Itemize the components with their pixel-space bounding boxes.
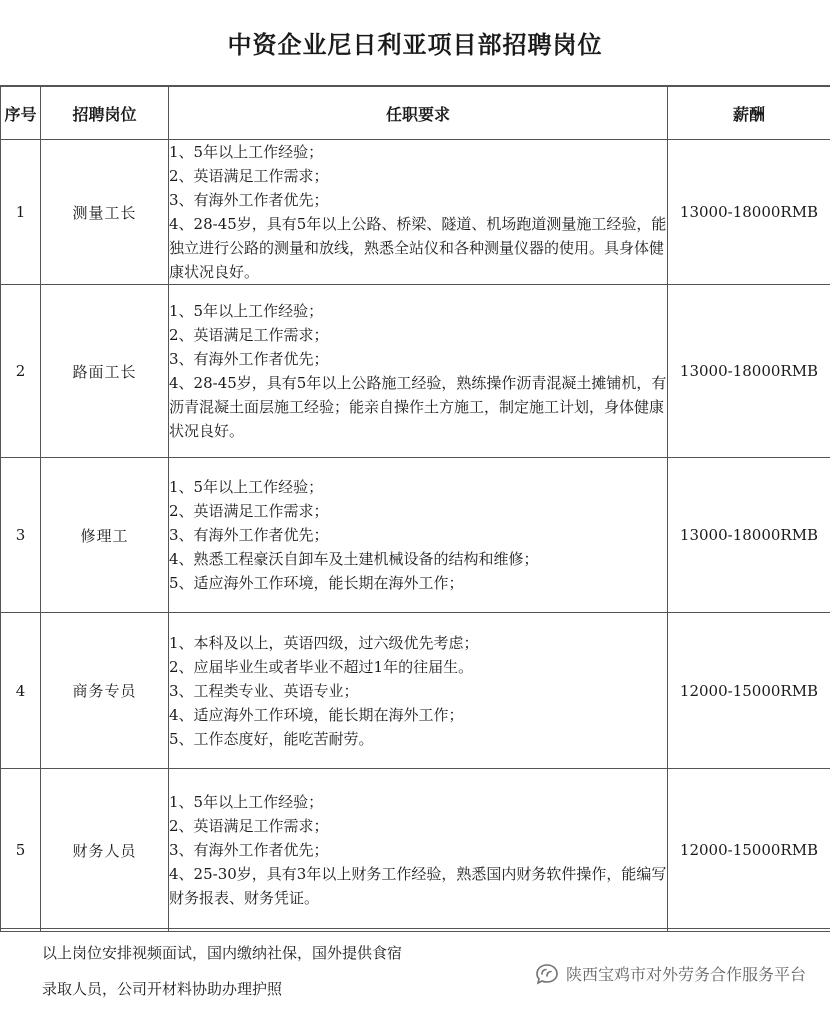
table-row	[1, 769, 830, 932]
requirements-cell	[169, 769, 668, 932]
note-interview: 以上岗位安排视频面试，国内缴纳社保，国外提供食宿	[42, 944, 403, 962]
note-passport: 录取人员，公司开材料协助办理护照	[42, 980, 283, 998]
watermark-text: 陕西宝鸡市对外劳务合作服务平台	[565, 965, 806, 984]
requirement-item: 3、有海外工作者优先；	[169, 350, 329, 368]
requirement-item: 3、有海外工作者优先；	[169, 191, 329, 209]
requirement-item: 5、工作态度好，能吃苦耐劳。	[169, 729, 374, 748]
requirements-cell	[169, 458, 668, 613]
table-header-row	[1, 87, 830, 140]
requirement-item: 2、应届毕业生或者毕业不超过1年的往届生。	[169, 657, 474, 676]
header-requirements: 任职要求	[169, 87, 668, 140]
row-number: 5	[1, 769, 41, 932]
table-row	[1, 613, 830, 769]
requirement-item: 4、25-30岁，具有3年以上财务工作经验，熟悉国内财务软件操作，能编写财务报表、财务凭证。	[169, 865, 667, 907]
recruitment-table	[0, 86, 830, 932]
table-row	[1, 140, 830, 285]
requirement-item: 4、28-45岁，具有5年以上公路、桥梁、隧道、机场跑道测量施工经验，能独立进行公路的测量和放线，熟悉全站仪和各种测量仪器的使用。具身体健康状况良好。	[169, 215, 667, 281]
requirement-item: 2、英语满足工作需求；	[169, 167, 329, 185]
header-salary: 薪酬	[668, 87, 830, 140]
requirement-item: 1、5年以上工作经验；	[169, 793, 324, 811]
table-row	[1, 458, 830, 613]
watermark	[534, 962, 806, 985]
requirements-cell	[169, 613, 668, 769]
requirement-item: 5、适应海外工作环境，能长期在海外工作；	[169, 574, 464, 592]
requirement-item: 3、有海外工作者优先；	[169, 526, 329, 544]
salary-value: 13000-18000RMB	[668, 458, 830, 613]
requirement-item: 1、本科及以上，英语四级，过六级优先考虑；	[169, 633, 479, 652]
requirement-item: 3、工程类专业、英语专业；	[169, 681, 359, 700]
requirements-cell	[169, 140, 668, 285]
salary-value: 12000-15000RMB	[668, 769, 830, 932]
requirement-item: 1、5年以上工作经验；	[169, 143, 324, 161]
header-no: 序号	[1, 87, 41, 140]
requirement-item: 1、5年以上工作经验；	[169, 302, 324, 320]
position-name: 财务人员	[41, 769, 169, 932]
salary-value: 13000-18000RMB	[668, 285, 830, 458]
salary-value: 12000-15000RMB	[668, 613, 830, 769]
row-number: 1	[1, 140, 41, 285]
requirement-item: 2、英语满足工作需求；	[169, 326, 329, 344]
salary-value: 13000-18000RMB	[668, 140, 830, 285]
wechat-official-account-icon	[534, 963, 560, 985]
requirement-item: 3、有海外工作者优先；	[169, 841, 329, 859]
requirement-item: 1、5年以上工作经验；	[169, 478, 324, 496]
position-name: 商务专员	[41, 613, 169, 769]
position-name: 修理工	[41, 458, 169, 613]
requirements-cell	[169, 285, 668, 458]
position-name: 路面工长	[41, 285, 169, 458]
row-number: 3	[1, 458, 41, 613]
table-row	[1, 285, 830, 458]
row-number: 2	[1, 285, 41, 458]
position-name: 测量工长	[41, 140, 169, 285]
row-number: 4	[1, 613, 41, 769]
header-position: 招聘岗位	[41, 87, 169, 140]
page-title: 中资企业尼日利亚项目部招聘岗位	[0, 0, 830, 86]
requirement-item: 4、熟悉工程豪沃自卸车及土建机械设备的结构和维修；	[169, 550, 539, 568]
requirement-item: 4、28-45岁，具有5年以上公路施工经验，熟练操作沥青混凝土摊铺机，有沥青混凝土面层施工经验；能亲自操作土方施工，制定施工计划，身体健康状况良好。	[169, 374, 667, 440]
requirement-item: 2、英语满足工作需求；	[169, 817, 329, 835]
requirement-item: 2、英语满足工作需求；	[169, 502, 329, 520]
requirement-item: 4、适应海外工作环境，能长期在海外工作；	[169, 705, 464, 724]
